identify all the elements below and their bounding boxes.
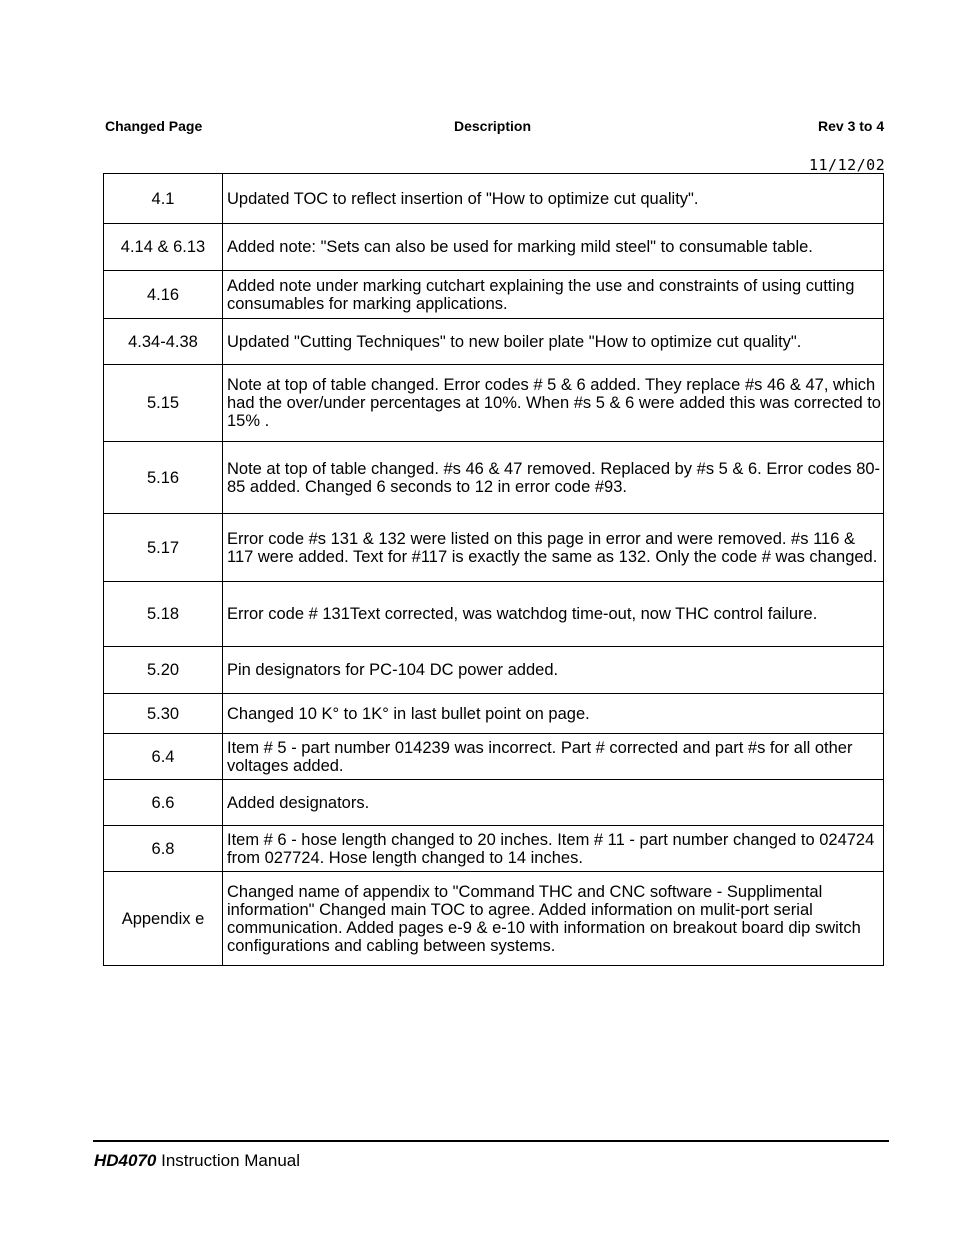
description-cell: Added note under marking cutchart explaining the use and constraints of using cutting consumables for marking applications. xyxy=(223,271,884,319)
page-cell: 5.17 xyxy=(104,514,223,582)
product-name: HD4070 xyxy=(94,1151,157,1170)
page-cell: 5.30 xyxy=(104,694,223,734)
changed-page-heading: Changed Page xyxy=(105,118,203,134)
table-row xyxy=(104,826,884,872)
table-row xyxy=(104,734,884,780)
table-row xyxy=(104,582,884,647)
page-cell: 5.16 xyxy=(104,442,223,514)
page-cell: 4.1 xyxy=(104,174,223,224)
description-cell: Note at top of table changed. Error codes # 5 & 6 added. They replace #s 46 & 47, which had the over/under percentages at 10%. When #s 5 & 6 were added this was corrected to 15% . xyxy=(223,365,884,442)
description-cell: Changed 10 K° to 1K° in last bullet point on page. xyxy=(223,694,884,734)
description-cell: Updated TOC to reflect insertion of "How to optimize cut quality". xyxy=(223,174,884,224)
page-cell: 6.6 xyxy=(104,780,223,826)
table-row xyxy=(104,647,884,694)
description-cell: Item # 6 - hose length changed to 20 inches. Item # 11 - part number changed to 024724 from 027724. Hose length changed to 14 inches. xyxy=(223,826,884,872)
description-heading: Description xyxy=(454,118,532,134)
revision-heading: Rev 3 to 4 xyxy=(818,118,885,134)
table-row xyxy=(104,694,884,734)
description-cell: Note at top of table changed. #s 46 & 47 removed. Replaced by #s 5 & 6. Error codes 80-85 added. Changed 6 seconds to 12 in error code #93. xyxy=(223,442,884,514)
page-cell: 4.34-4.38 xyxy=(104,319,223,365)
description-cell: Updated "Cutting Techniques" to new boiler plate "How to optimize cut quality". xyxy=(223,319,884,365)
description-cell: Item # 5 - part number 014239 was incorrect. Part # corrected and part #s for all other voltages added. xyxy=(223,734,884,780)
page-cell: 5.15 xyxy=(104,365,223,442)
footer xyxy=(94,1151,300,1171)
changes-table xyxy=(103,173,884,966)
table-row xyxy=(104,271,884,319)
description-cell: Added designators. xyxy=(223,780,884,826)
page-cell: Appendix e xyxy=(104,872,223,966)
description-cell: Pin designators for PC-104 DC power added. xyxy=(223,647,884,694)
revision-date: 11/12/02 xyxy=(809,156,886,174)
page-cell: 4.16 xyxy=(104,271,223,319)
table-row xyxy=(104,442,884,514)
page-cell: 6.4 xyxy=(104,734,223,780)
table-row xyxy=(104,872,884,966)
footer-divider xyxy=(93,1140,889,1142)
page-cell: 6.8 xyxy=(104,826,223,872)
description-cell: Error code #s 131 & 132 were listed on this page in error and were removed. #s 116 & 117 were added. Text for #117 is exactly the same as 132. Only the code # was changed. xyxy=(223,514,884,582)
description-cell: Added note: "Sets can also be used for marking mild steel" to consumable table. xyxy=(223,224,884,271)
description-cell: Error code # 131Text corrected, was watchdog time-out, now THC control failure. xyxy=(223,582,884,647)
table-row xyxy=(104,365,884,442)
description-cell: Changed name of appendix to "Command THC and CNC software - Supplimental information" Changed main TOC to agree. Added information on mulit-port serial communication. Added pages e-9 & e-10 with information on breakout board dip switch configurations and cabling between systems. xyxy=(223,872,884,966)
table-row xyxy=(104,174,884,224)
page-cell: 5.20 xyxy=(104,647,223,694)
page-cell: 5.18 xyxy=(104,582,223,647)
footer-label: Instruction Manual xyxy=(156,1151,301,1170)
table-row xyxy=(104,780,884,826)
table-row xyxy=(104,224,884,271)
table-row xyxy=(104,514,884,582)
page-cell: 4.14 & 6.13 xyxy=(104,224,223,271)
table-row xyxy=(104,319,884,365)
